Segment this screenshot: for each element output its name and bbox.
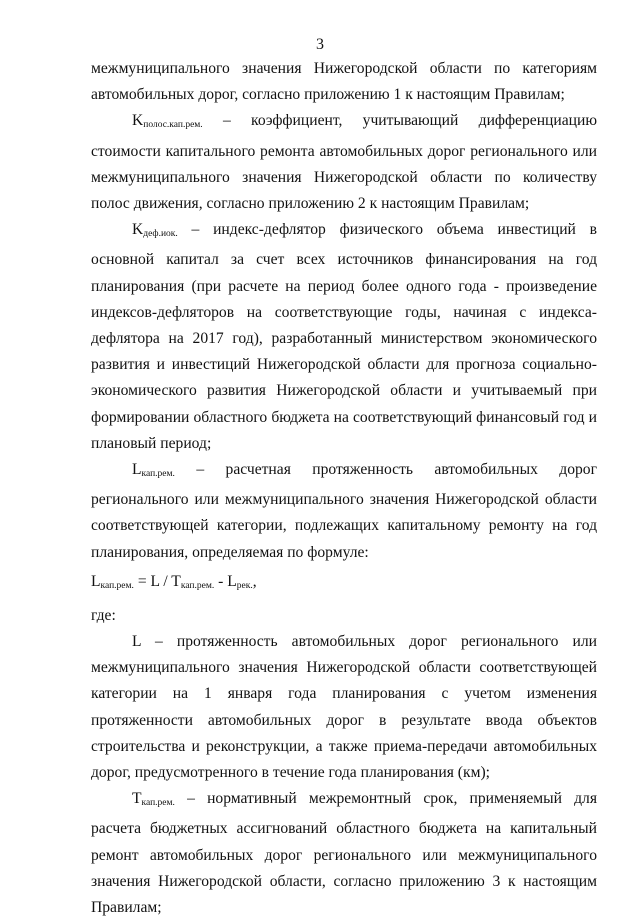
paragraph-continuation: межмуниципального значения Нижегородской области по категориям автомобильных дорог, согласно приложению 1 к настоящим Правилам;	[91, 60, 597, 104]
paragraph-k-polos	[91, 108, 597, 217]
formula-mid: = L / T	[133, 572, 181, 590]
subscript-kap-rem: кап.рем.	[141, 469, 175, 480]
paragraph-k-def	[91, 217, 597, 457]
formula	[91, 569, 597, 599]
document-body	[91, 56, 597, 921]
symbol-k: K	[132, 112, 144, 130]
subscript-polos-kap-rem: полос.кап.рем.	[143, 120, 203, 131]
formula-end: ,	[252, 572, 257, 590]
paragraph-t-kap-rem	[91, 786, 597, 921]
symbol-k: K	[132, 221, 144, 239]
subscript-def-iok: деф.иок.	[143, 229, 178, 240]
formula-rhs: - L	[214, 572, 237, 590]
paragraph-l: L – протяженность автомобильных дорог регионального или межмуниципального значения Нижегородской области соответствующей категории на 1 января года планирования с учетом изменения протяженности автомобильных дорог в результате ввода объектов строительства и реконструкции, а также приема-передачи автомобильных дорог, предусмотренного в течение года планирования (км);	[91, 633, 597, 782]
subscript-kap-rem: кап.рем.	[141, 798, 175, 809]
symbol-l: L	[132, 461, 142, 479]
paragraph-l-kap-rem	[91, 457, 597, 566]
definition-text: – нормативный межремонтный срок, применяемый для расчета бюджетных ассигнований областного бюджета на капитальный ремонт автомобильных дорог регионального или межмуниципального значения Нижегородской области, согласно приложению 3 к настоящим Правилам;	[91, 790, 597, 917]
where-label: где:	[91, 606, 116, 624]
definition-text: – расчетная протяженность автомобильных дорог регионального или межмуниципального значения Нижегородской области соответствующей категории, подлежащих капитальному ремонту на год планирования, определяемая по формуле:	[91, 461, 597, 561]
formula-mid-sub: кап.рем.	[180, 580, 215, 591]
formula-rhs-sub: рек.	[236, 580, 253, 591]
formula-lhs: L	[91, 572, 101, 590]
formula-lhs-sub: кап.рем.	[100, 580, 134, 591]
symbol-t: T	[132, 790, 142, 808]
definition-text: – индекс-дефлятор физического объема инвестиций в основной капитал за счет всех источников финансирования на год планирования (при расчете на период более одного года - произведение индексов-дефляторов на соответствующие годы, начиная с индекса-дефлятора на 2017 год), разработанный министерством экономического развития и инвестиций Нижегородской области для прогноза социально-экономического развития Нижегородской области и учитываемый при формировании областного бюджета на соответствующий финансовый год и плановый период;	[91, 221, 597, 452]
definition-text: – коэффициент, учитывающий дифференциацию стоимости капитального ремонта автомобильных дорог регионального или межмуниципального значения Нижегородской области по количеству полос движения, согласно приложению 2 к настоящим Правилам;	[91, 112, 597, 213]
page-number: 3	[316, 36, 324, 53]
